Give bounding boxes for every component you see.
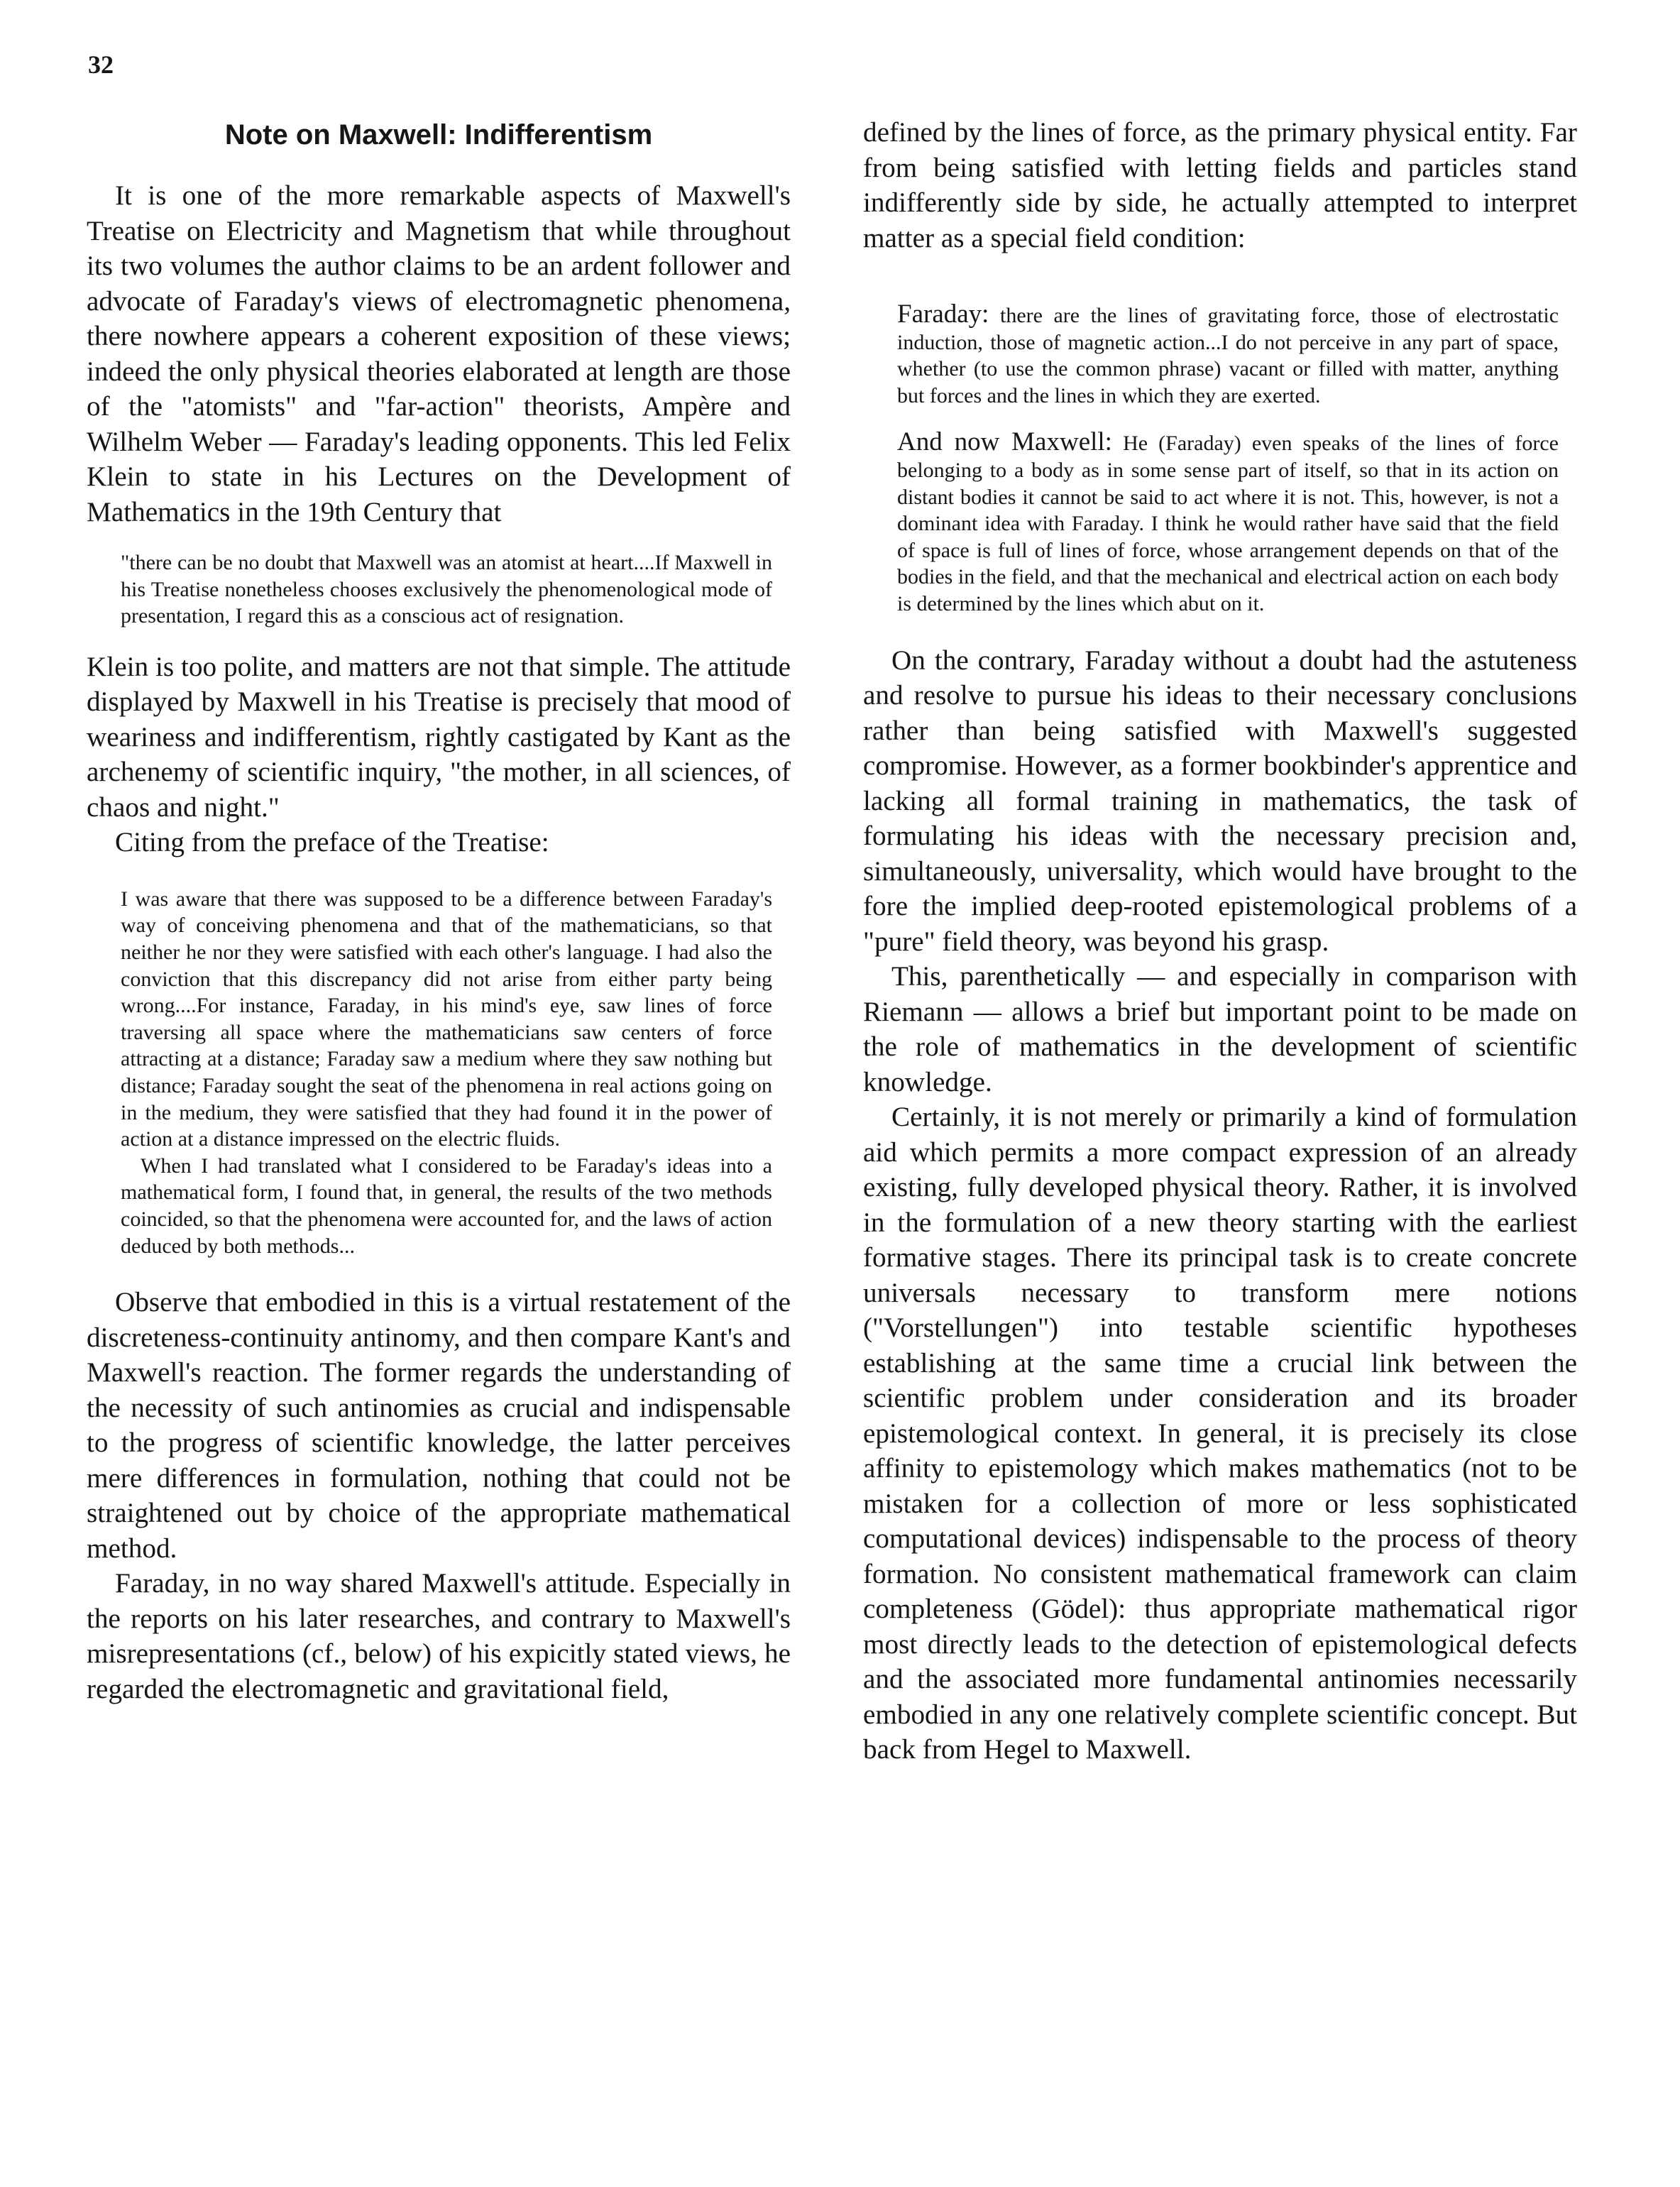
paragraph-faraday-astuteness: On the contrary, Faraday without a doubt had the astuteness and resolve to pursue his ideas to their necessary conclusions rather than being satisfied with Maxwell's suggested compromise. However, as a former bookbinder's apprentice and lacking all formal training in mathematics, the task of formulating his ideas with the necessary precision and, simultaneously, universality, which would have brought to the fore the implied deep-rooted epistemological problems of a "pure" field theory, was beyond his grasp. <box>863 645 1577 957</box>
paragraph-mathematics-role: Certainly, it is not merely or primarily a kind of formulation aid which permits a more compact expression of an already existing, fully developed physical theory. Rather, it is involved in the formulation of a new theory starting with the earliest formative stages. There its principal task is to create concrete universals necessary to transform mere notions ("Vorstellungen") into testable scientific hypotheses establishing at the same time a crucial link between the scientific problem under consideration and its broader epistemological context. In general, it is precisely its close affinity to epistemology which makes mathematics (not to be mistaken for a collection of more or less sophisticated computational devices) indispensable to the process of theory formation. No consistent mathematical framework can claim completeness (Gödel): thus appropriate mathematical rigor most directly leads to the detection of epistemological defects and the associated more fundamental antinomies necessarily embodied in any one relatively complete scientific concept. But back from Hegel to Maxwell. <box>863 1102 1577 1765</box>
page-number: 32 <box>88 50 114 79</box>
quote-text-faraday: there are the lines of gravitating force, those of electrostatic induction, those of magnetic action...I do not perceive in any part of space, whether (to use the common phrase) vacant or filled with matter, anything but forces and the lines in which they are exerted. <box>897 304 1559 407</box>
left-column <box>87 115 791 1706</box>
paragraph-faraday-attitude: Faraday, in no way shared Maxwell's attitude. Especially in the reports on his later researches, and contrary to Maxwell's misrepresentations (cf., below) of his expicitly stated views, he regarded the electromagnetic and gravitational field, <box>87 1568 791 1704</box>
blockquote-faraday <box>897 301 1559 409</box>
paragraph-antinomy: Observe that embodied in this is a virtual restatement of the discreteness-continuity antinomy, and then compare Kant's and Maxwell's reaction. The former regards the understanding of the necessity of such antinomies as crucial and indispensable to the progress of scientific knowledge, the latter perceives mere differences in formulation, nothing that could not be straightened out by choice of the appropriate mathematical method. <box>87 1287 791 1564</box>
paragraph-primary-entity: defined by the lines of force, as the primary physical entity. Far from being satisfied with letting fields and particles stand indifferently side by side, he actually attempted to interpret matter as a special field condition: <box>863 117 1577 253</box>
blockquote-preface-part1: I was aware that there was supposed to be a difference between Faraday's way of conceiving phenomena and that of the mathematicians, so that neither he nor they were satisfied with each other's language. I had also the conviction that this discrepancy did not arise from either party being wrong....For instance, Faraday, in his mind's eye, saw lines of force traversing all space where the mathematicians saw centers of force attracting at a distance; Faraday saw a medium where they saw nothing but distance; Faraday sought the seat of the phenomena in real actions going on in the medium, they were satisfied that they had found it in the power of action at a distance impressed on the electric fluids. <box>121 887 772 1151</box>
paragraph-parenthetically: This, parenthetically — and especially in comparison with Riemann — allows a brief but important point to be made on the role of mathematics in the development of scientific knowledge. <box>863 961 1577 1097</box>
paragraph-klein-polite: Klein is too polite, and matters are not that simple. The attitude displayed by Maxwell in his Treatise is precisely that mood of weariness and indifferentism, rightly castigated by Kant as the archenemy of scientific inquiry, "the mother, in all sciences, of chaos and night." <box>87 651 791 823</box>
right-column <box>863 115 1577 1767</box>
quote-speaker-maxwell: And now Maxwell: <box>897 427 1112 457</box>
quote-text-maxwell: He (Faraday) even speaks of the lines of force belonging to a body as in some sense part of itself, so that in its action on distant bodies it cannot be said to act where it is not. This, however, is not a dominant idea with Faraday. I think he would rather have said that the field of space is full of lines of force, whose arrangement depends on that of the bodies in the field, and that the mechanical and electrical action on each body is determined by the lines which abut on it. <box>897 432 1559 615</box>
paragraph-intro: It is one of the more remarkable aspects of Maxwell's Treatise on Electricity and Magnetism that while throughout its two volumes the author claims to be an ardent follower and advocate of Faraday's views of electromagnetic phenomena, there nowhere appears a coherent exposition of these views; indeed the only physical theories elaborated at length are those of the "atomists" and "far-action" theorists, Ampère and Wilhelm Weber — Faraday's leading opponents. This led Felix Klein to state in his Lectures on the Development of Mathematics in the 19th Century that <box>87 180 791 527</box>
blockquote-preface-part2: When I had translated what I considered to be Faraday's ideas into a mathematical form, I found that, in general, the results of the two methods coincided, so that the phenomena were accounted for, and the laws of action deduced by both methods... <box>121 1153 772 1258</box>
blockquote-maxwell <box>897 429 1559 617</box>
blockquote-klein: "there can be no doubt that Maxwell was an atomist at heart....If Maxwell in his Treatise nonetheless chooses exclusively the phenomenological mode of presentation, I regard this as a conscious act of resignation. <box>121 551 772 628</box>
paragraph-citing-preface: Citing from the preface of the Treatise: <box>115 827 549 858</box>
section-title: Note on Maxwell: Indifferentism <box>224 119 653 150</box>
quote-speaker-faraday: Faraday: <box>897 300 989 329</box>
